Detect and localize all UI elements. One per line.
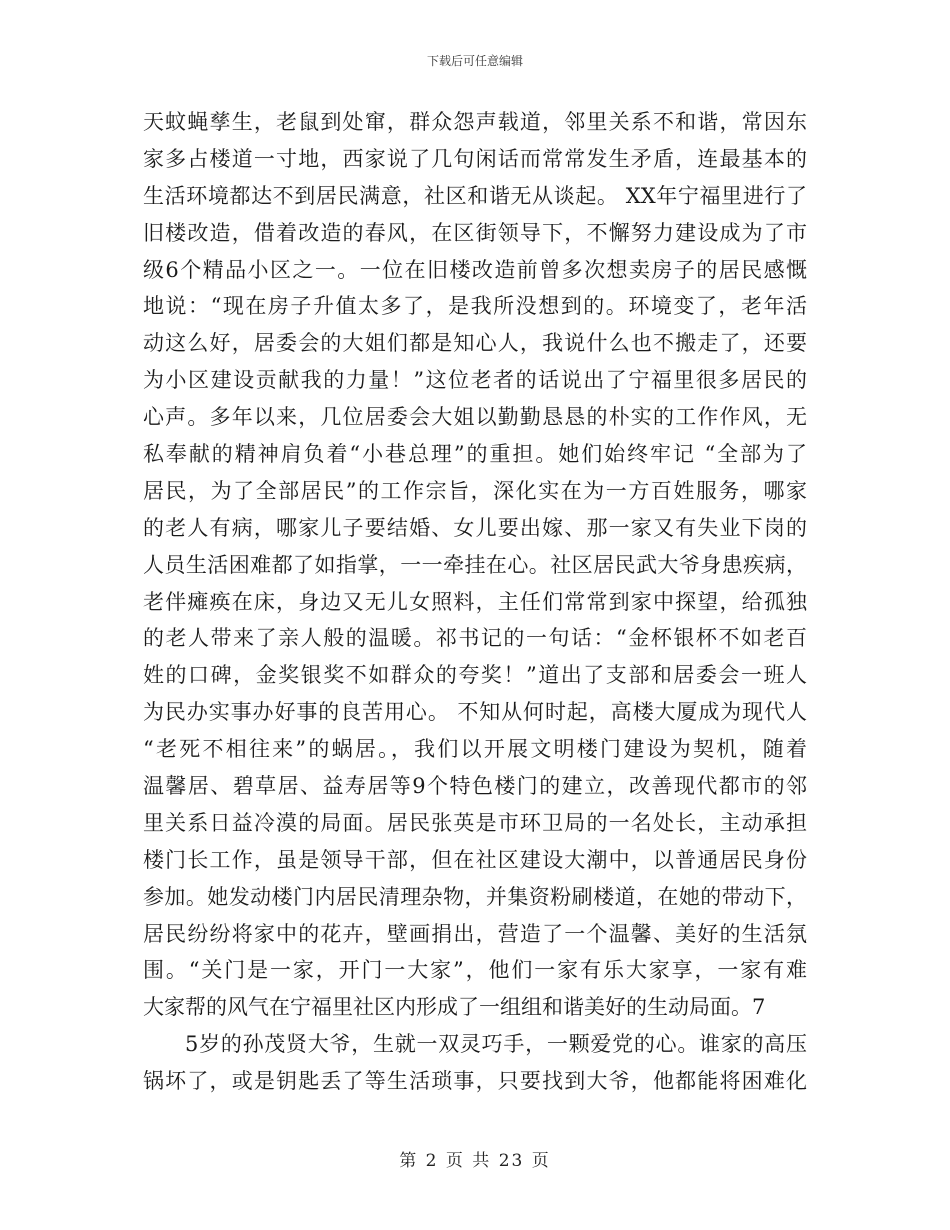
text-line: 温馨居、碧草居、益寿居等9个特色楼门的建立，改善现代都市的邻 (143, 774, 807, 799)
text-line: 锅坏了，或是钥匙丢了等生活琐事，只要找到大爷，他都能将困难化 (143, 1069, 807, 1094)
text-line: 的老人带来了亲人般的温暖。祁书记的一句话：“金杯银杯不如老百 (143, 626, 807, 651)
text-line: 楼门长工作，虽是领导干部，但在社区建设大潮中，以普通居民身份 (143, 847, 807, 872)
text-line: 老伴瘫痪在床，身边又无儿女照料，主任们常常到家中探望，给孤独 (143, 589, 807, 614)
text-line: 5岁的孙茂贤大爷，生就一双灵巧手，一颗爱党的心。谁家的高压 (185, 1032, 807, 1057)
text-line: 姓的口碑，金奖银奖不如群众的夸奖！”道出了支部和居委会一班人 (143, 663, 807, 688)
text-line: 地说：“现在房子升值太多了，是我所没想到的。环境变了，老年活 (143, 294, 807, 319)
text-line: 动这么好，居委会的大姐们都是知心人，我说什么也不搬走了，还要 (143, 331, 807, 356)
text-line: 心声。多年以来，几位居委会大姐以勤勤恳恳的朴实的工作作风，无 (143, 405, 807, 430)
text-line: 的老人有病，哪家儿子要结婚、女儿要出嫁、那一家又有失业下岗的 (143, 515, 807, 540)
page-header: 下载后可任意编辑 (426, 54, 523, 68)
text-line: 人员生活困难都了如指掌，一一牵挂在心。社区居民武大爷身患疾病， (143, 552, 807, 577)
text-line: 参加。她发动楼门内居民清理杂物，并集资粉刷楼道，在她的带动下， (143, 884, 807, 909)
paragraph-2 (143, 1026, 807, 1100)
text-line: 旧楼改造，借着改造的春风，在区街领导下，不懈努力建设成为了市 (143, 220, 807, 245)
document-body (143, 104, 807, 1100)
text-line: 级6个精品小区之一。一位在旧楼改造前曾多次想卖房子的居民感慨 (143, 257, 807, 282)
paragraph-1 (143, 104, 807, 1026)
text-line: 居民，为了全部居民”的工作宗旨，深化实在为一方百姓服务，哪家 (143, 478, 807, 503)
text-line: 居民纷纷将家中的花卉，壁画捐出，营造了一个温馨、美好的生活氛 (143, 921, 807, 946)
text-line: 私奉献的精神肩负着“小巷总理”的重担。她们始终牢记 “全部为了 (143, 442, 807, 467)
text-line: 围。“关门是一家，开门一大家”，他们一家有乐大家享，一家有难 (143, 958, 807, 983)
text-line: 里关系日益冷漠的局面。居民张英是市环卫局的一名处长，主动承担 (143, 810, 807, 835)
page-number: 第 2 页 共 23 页 (399, 1151, 551, 1171)
text-line: 生活环境都达不到居民满意，社区和谐无从谈起。 XX年宁福里进行了 (143, 183, 807, 208)
text-line: 大家帮的风气在宁福里社区内形成了一组组和谐美好的生动局面。7 (143, 995, 766, 1020)
text-line: 为小区建设贡献我的力量！”这位老者的话说出了宁福里很多居民的 (143, 368, 807, 393)
text-line: 家多占楼道一寸地，西家说了几句闲话而常常发生矛盾，连最基本的 (143, 146, 807, 171)
text-line: 为民办实事办好事的良苦用心。 不知从何时起，高楼大厦成为现代人 (143, 700, 807, 725)
text-line: “老死不相往来”的蜗居。，我们以开展文明楼门建设为契机，随着 (143, 737, 807, 762)
text-line: 天蚊蝇孳生，老鼠到处窜，群众怨声载道，邻里关系不和谐，常因东 (143, 110, 807, 134)
